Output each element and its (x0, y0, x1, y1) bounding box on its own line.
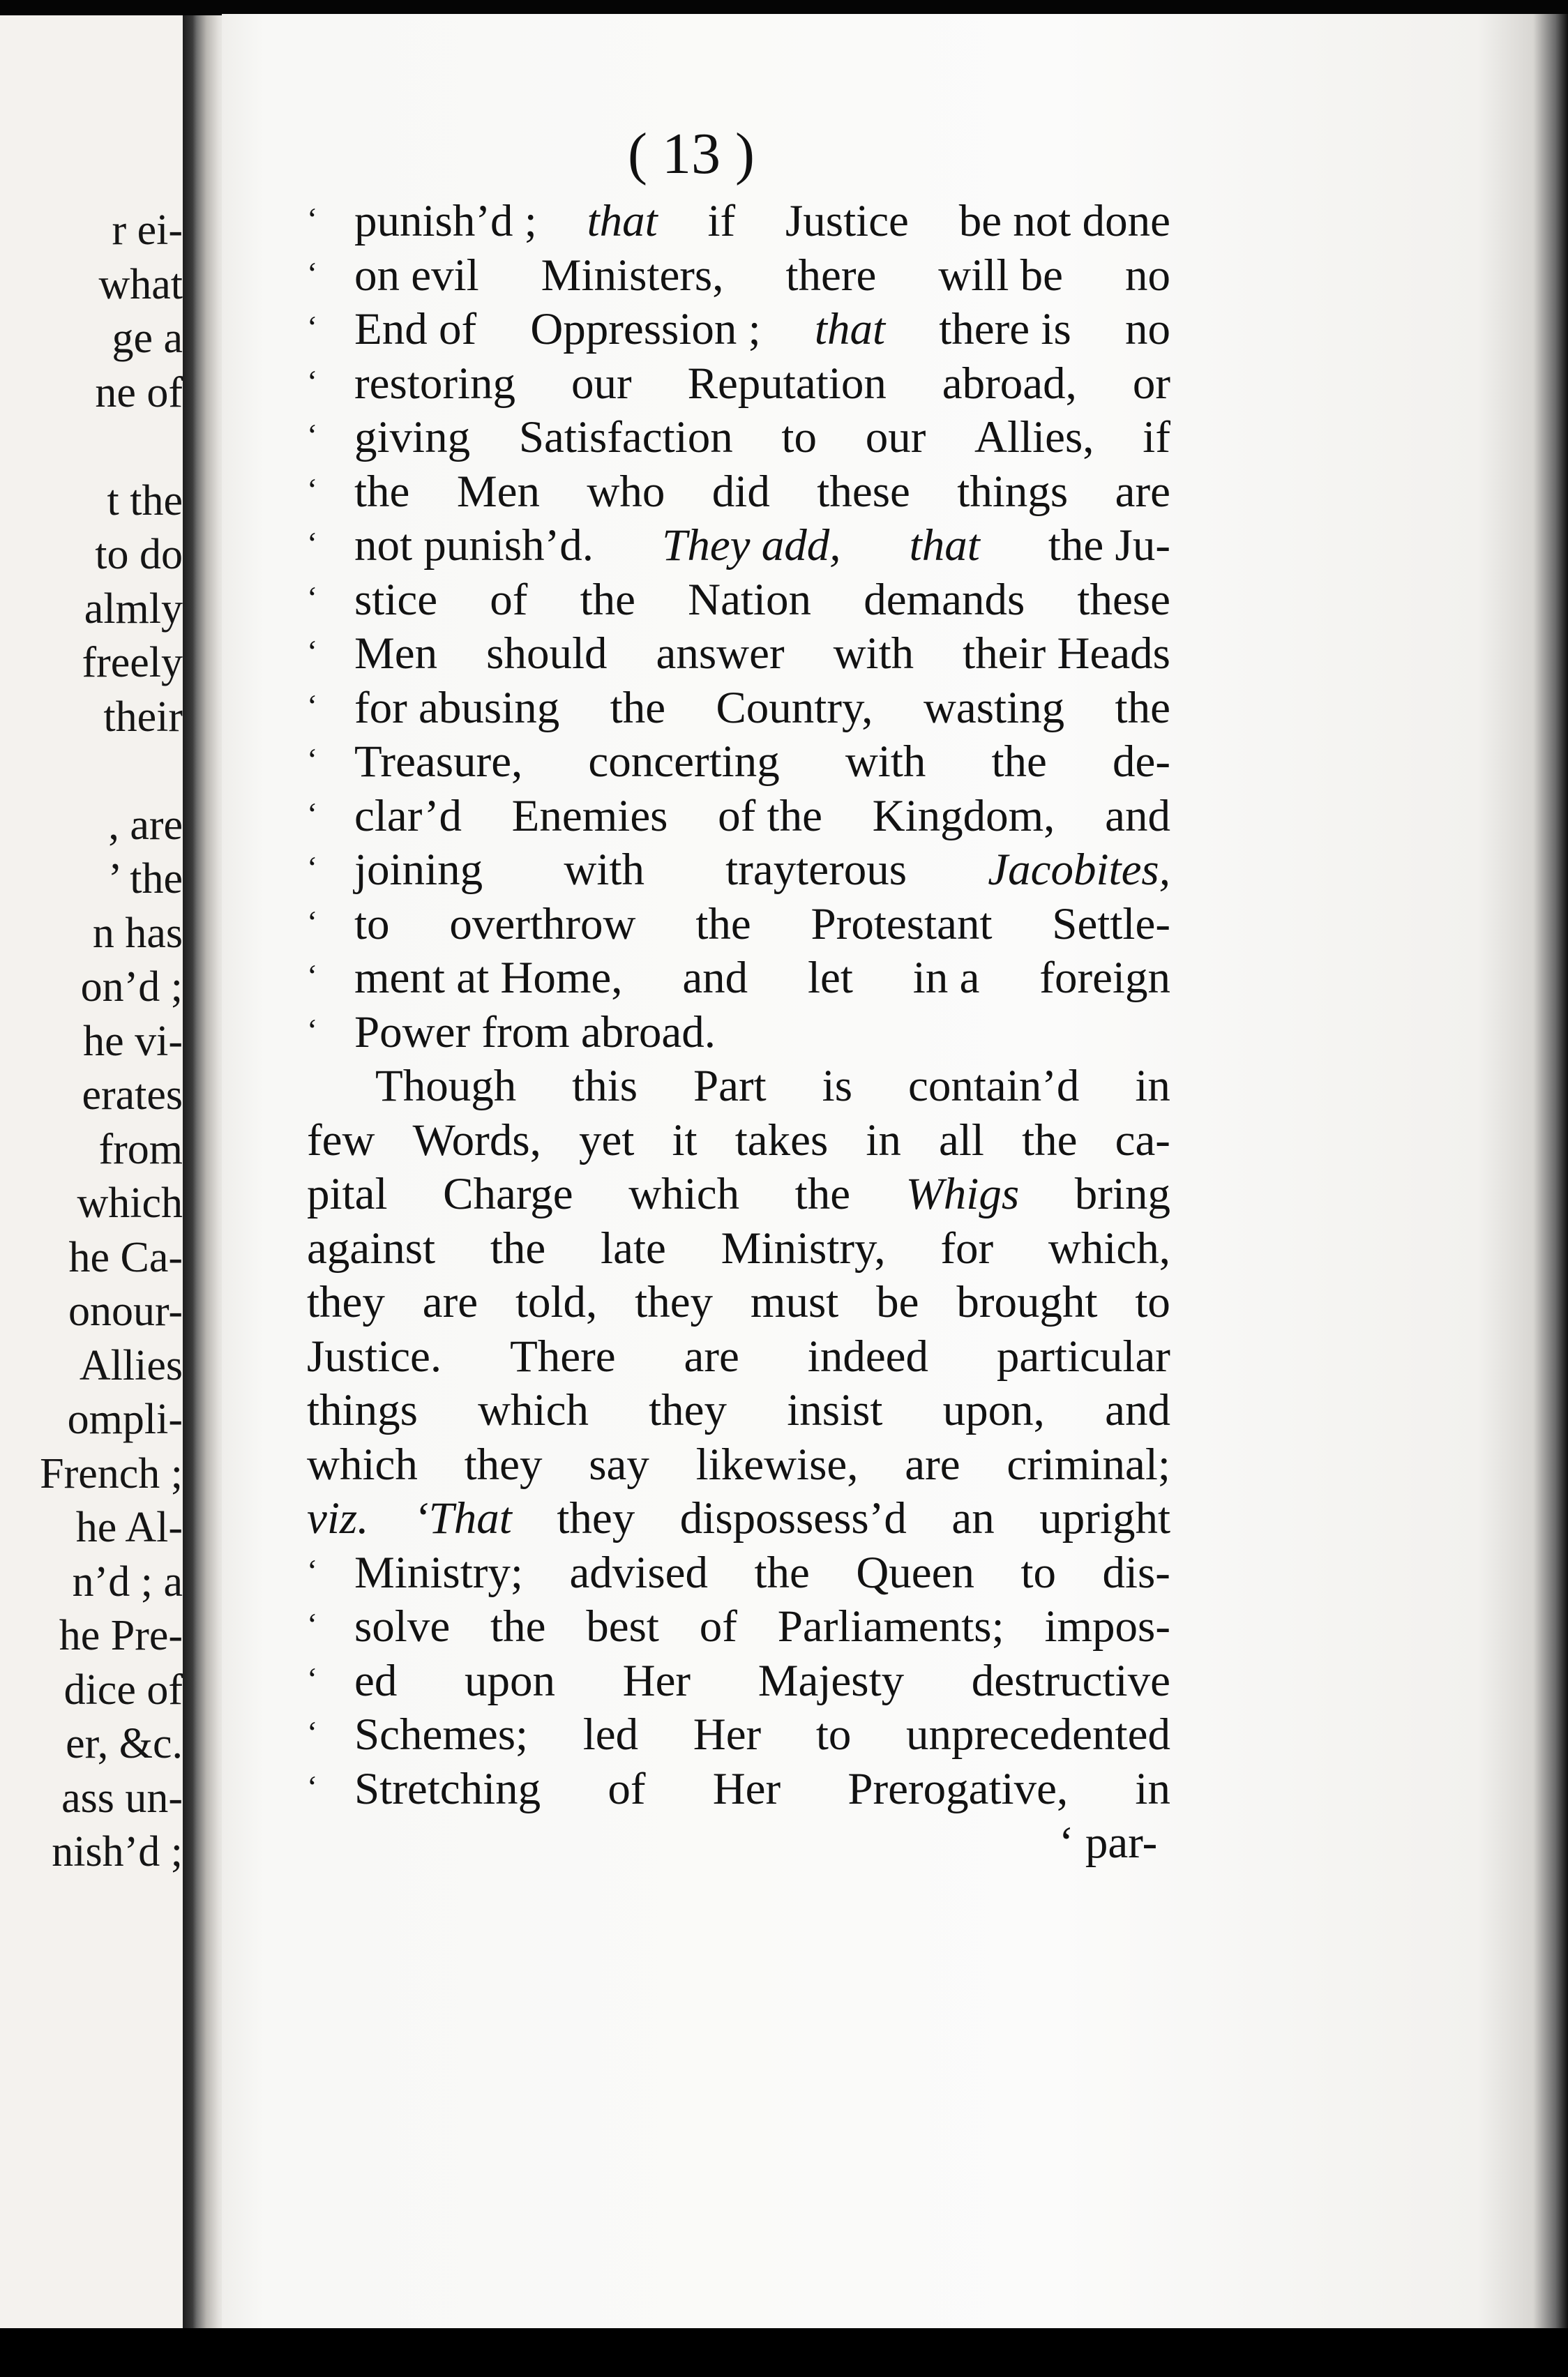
left-page-line: ompli- (67, 1396, 183, 1443)
word: Stretching (354, 1763, 541, 1814)
word: punish’d ; (354, 196, 537, 246)
word: Oppression ; (530, 304, 761, 354)
word: Men (456, 466, 540, 517)
left-page-line: nish’d ; (52, 1828, 183, 1876)
quote-mark: ‘ (307, 525, 318, 561)
word: foreign (1039, 953, 1170, 1003)
word: Reputation (687, 358, 887, 409)
word: abroad, (942, 358, 1077, 409)
word: Queen (856, 1547, 974, 1598)
word: in a (912, 953, 980, 1003)
word: which (478, 1385, 589, 1435)
word: the (754, 1547, 810, 1598)
quote-mark: ‘ (307, 1660, 318, 1696)
word: Schemes; (354, 1710, 529, 1760)
word: are (684, 1331, 739, 1382)
word: to (1135, 1277, 1170, 1327)
word: of (490, 574, 528, 625)
word: for (940, 1223, 994, 1274)
quote-mark: ‘ (307, 958, 318, 993)
word: things (307, 1385, 418, 1435)
quote-mark: ‘ (307, 1011, 318, 1048)
word: they (649, 1385, 728, 1435)
word: on evil (354, 250, 479, 301)
word: Majesty (757, 1655, 905, 1706)
left-page-line: dice of (63, 1666, 183, 1714)
word: be not done (958, 196, 1170, 246)
word: Men (354, 628, 438, 679)
word: Protestant (811, 898, 993, 949)
word: and (682, 953, 748, 1003)
word: the (610, 682, 666, 733)
word: particular (996, 1331, 1170, 1382)
word: which, (1048, 1223, 1170, 1274)
word: did (711, 466, 770, 517)
word: these (1077, 574, 1170, 625)
quote-mark: ‘ (307, 1768, 318, 1804)
word: to (815, 1710, 852, 1760)
left-page-line: er, &c. (66, 1720, 183, 1767)
word: Her (622, 1655, 691, 1706)
left-page-line: he Al- (75, 1504, 183, 1551)
word: of (608, 1763, 646, 1814)
word: Part (693, 1061, 767, 1111)
word: best (586, 1601, 659, 1652)
word: yet (578, 1115, 635, 1165)
word: Her (712, 1763, 781, 1814)
word: overthrow (449, 898, 636, 949)
quote-mark: ‘ (307, 795, 318, 831)
word: Satisfaction (518, 412, 733, 462)
word: they (307, 1277, 385, 1327)
word: of the (718, 790, 822, 841)
word: in (866, 1115, 901, 1165)
word: which (307, 1439, 418, 1490)
word: to (781, 412, 817, 462)
word: likewise, (695, 1439, 859, 1490)
word: the Ju- (1048, 520, 1170, 571)
quote-mark: ‘ (307, 687, 318, 723)
quote-mark: ‘ (307, 741, 318, 777)
word: few (307, 1115, 375, 1165)
word: which (628, 1169, 740, 1219)
word: are (1115, 466, 1170, 517)
word: to (354, 898, 390, 949)
word: no (1124, 304, 1170, 354)
word: ‘That (413, 1493, 512, 1544)
quote-mark: ‘ (307, 255, 318, 291)
word: with (564, 845, 644, 895)
left-page-line: n has (92, 909, 183, 957)
word: advised (569, 1547, 708, 1598)
word: our (571, 358, 632, 409)
word: Her (693, 1710, 762, 1760)
word: ed (354, 1655, 398, 1706)
word: there is (939, 304, 1071, 354)
word: Justice. (307, 1331, 442, 1382)
left-page-line: onour- (68, 1288, 183, 1335)
word: if (707, 196, 736, 246)
word: impos- (1044, 1601, 1170, 1652)
left-page-line: ’ the (107, 855, 183, 903)
word: the (354, 466, 410, 517)
word: or (1132, 358, 1170, 409)
word: Though (375, 1061, 517, 1111)
word: Ministry, (721, 1223, 886, 1274)
word: Enemies (511, 790, 668, 841)
word: They add, (662, 520, 841, 571)
left-page-line (40, 420, 183, 474)
quote-mark: ‘ (307, 363, 318, 399)
word: de- (1113, 737, 1170, 787)
word: they (635, 1277, 714, 1327)
word: giving (354, 412, 471, 462)
word: they (557, 1493, 635, 1544)
left-page-line: he Ca- (68, 1233, 183, 1281)
word: not punish’d. (354, 520, 594, 571)
quote-mark: ‘ (307, 201, 318, 236)
left-page-line: r ei- (112, 206, 183, 254)
left-page-line: ne of (95, 368, 183, 416)
word: that (814, 304, 886, 354)
word: with (833, 628, 914, 679)
left-page-line: n’d ; a (72, 1557, 183, 1606)
word: demands (864, 574, 1025, 625)
left-page-line: , are (108, 801, 183, 849)
word: our (865, 412, 926, 462)
word: with (845, 737, 926, 787)
word: things (957, 466, 1069, 517)
word: Country, (716, 682, 873, 733)
quote-mark: ‘ (307, 850, 318, 885)
word: they (464, 1439, 543, 1490)
word: ‘ par- (1059, 1818, 1158, 1868)
word: unprecedented (905, 1710, 1170, 1760)
word: that (909, 520, 980, 571)
word: Allies, (974, 412, 1094, 462)
word: say (589, 1439, 649, 1490)
left-page-line: ass un- (61, 1774, 183, 1822)
quote-mark: ‘ (307, 309, 318, 345)
word: Ministers, (541, 250, 724, 301)
left-page-line: ge a (112, 315, 183, 362)
word: who (587, 466, 665, 517)
word: Words, (412, 1115, 541, 1165)
word: against (307, 1223, 436, 1274)
word: the (991, 737, 1047, 787)
word: and (1105, 1385, 1170, 1435)
word: are (905, 1439, 960, 1490)
quote-mark: ‘ (307, 1714, 318, 1750)
word: Settle- (1052, 898, 1170, 949)
word: There (510, 1331, 616, 1382)
word: concerting (588, 737, 780, 787)
quote-mark: ‘ (307, 633, 318, 669)
word: of (699, 1601, 737, 1652)
word: the (794, 1169, 851, 1219)
word: are (422, 1277, 478, 1327)
word: Parliaments; (777, 1601, 1004, 1652)
word: the (580, 574, 635, 625)
word: an (951, 1493, 995, 1544)
left-page-line: almly (84, 584, 183, 633)
word: in (1135, 1061, 1170, 1111)
left-page-line: erates (82, 1071, 183, 1119)
word: criminal; (1007, 1439, 1170, 1490)
page-number: ( 13 ) (628, 121, 755, 186)
word: the (490, 1601, 546, 1652)
word: late (601, 1223, 666, 1274)
word: and (1105, 790, 1170, 841)
left-page-line: French ; (40, 1449, 183, 1497)
left-page-line: he vi- (83, 1017, 183, 1065)
word: their Heads (963, 628, 1170, 679)
word: these (817, 466, 910, 517)
word: should (486, 628, 608, 679)
word: Justice (785, 196, 909, 246)
left-page-line: on’d ; (80, 963, 183, 1011)
word: brought (956, 1277, 1098, 1327)
left-page-line: freely (82, 639, 183, 686)
word: this (572, 1061, 638, 1111)
left-page-line: t the (107, 476, 183, 525)
quote-mark: ‘ (307, 1606, 318, 1642)
word: Charge (443, 1169, 573, 1219)
word: must (750, 1277, 839, 1327)
word: dis- (1102, 1547, 1170, 1598)
word: upon, (942, 1385, 1045, 1435)
word: let (808, 953, 853, 1003)
word: joining (354, 845, 483, 895)
word: upon (465, 1655, 555, 1706)
left-page-line (40, 744, 183, 799)
word: indeed (807, 1331, 929, 1382)
word: answer (656, 628, 785, 679)
left-page-line: their (103, 693, 183, 741)
word: if (1143, 412, 1170, 462)
word: upright (1039, 1493, 1170, 1544)
word: Prerogative, (847, 1763, 1069, 1814)
word: that (587, 196, 658, 246)
quote-mark: ‘ (307, 417, 318, 453)
word: Kingdom, (872, 790, 1055, 841)
word: all (939, 1115, 984, 1165)
word: trayterous (725, 845, 907, 895)
word: to (1020, 1547, 1056, 1598)
word: Ministry; (354, 1547, 523, 1598)
word: the (695, 898, 751, 949)
word: Whigs (905, 1169, 1020, 1219)
word: insist (787, 1385, 883, 1435)
word: the (490, 1223, 546, 1274)
word: told, (515, 1277, 598, 1327)
word: the (1115, 682, 1170, 733)
left-page-line: which (77, 1179, 183, 1227)
quote-mark: ‘ (307, 579, 318, 615)
word: dispossess’d (679, 1493, 907, 1544)
word: is (822, 1061, 853, 1111)
word: pital (307, 1169, 388, 1219)
quote-mark: ‘ (307, 903, 318, 940)
word: End of (354, 304, 477, 354)
word: ca- (1115, 1115, 1170, 1165)
word: it (672, 1115, 698, 1165)
word: restoring (354, 358, 516, 409)
word: in (1135, 1763, 1170, 1814)
left-page-text (40, 204, 183, 1880)
word: contain’d (907, 1061, 1080, 1111)
scan-border-bottom (0, 2328, 1568, 2377)
left-page-line: he Pre- (59, 1612, 183, 1659)
word: Nation (688, 574, 812, 625)
word: stice (354, 574, 438, 625)
word: viz. (307, 1493, 369, 1544)
word: led (582, 1710, 639, 1760)
word: solve (354, 1601, 451, 1652)
word: no (1124, 250, 1170, 301)
word: Treasure, (354, 737, 523, 787)
word: ment at Home, (354, 953, 623, 1003)
left-page-line: from (98, 1125, 183, 1173)
word: Jacobites, (988, 845, 1170, 895)
word: be (876, 1277, 919, 1327)
word: Power from abroad. (354, 1006, 716, 1057)
word: bring (1074, 1169, 1170, 1219)
word: wasting (923, 682, 1065, 733)
word: the (1022, 1115, 1078, 1165)
word: destructive (971, 1655, 1170, 1706)
word: clar’d (354, 790, 462, 841)
quote-mark: ‘ (307, 1552, 318, 1588)
word: takes (734, 1115, 829, 1165)
word: will be (938, 250, 1064, 301)
left-page-line: what (98, 260, 183, 308)
word: there (785, 250, 877, 301)
word: for abusing (354, 682, 560, 733)
left-page-line: to do (95, 531, 183, 578)
quote-mark: ‘ (307, 471, 318, 507)
left-page-line: Allies (79, 1341, 183, 1389)
